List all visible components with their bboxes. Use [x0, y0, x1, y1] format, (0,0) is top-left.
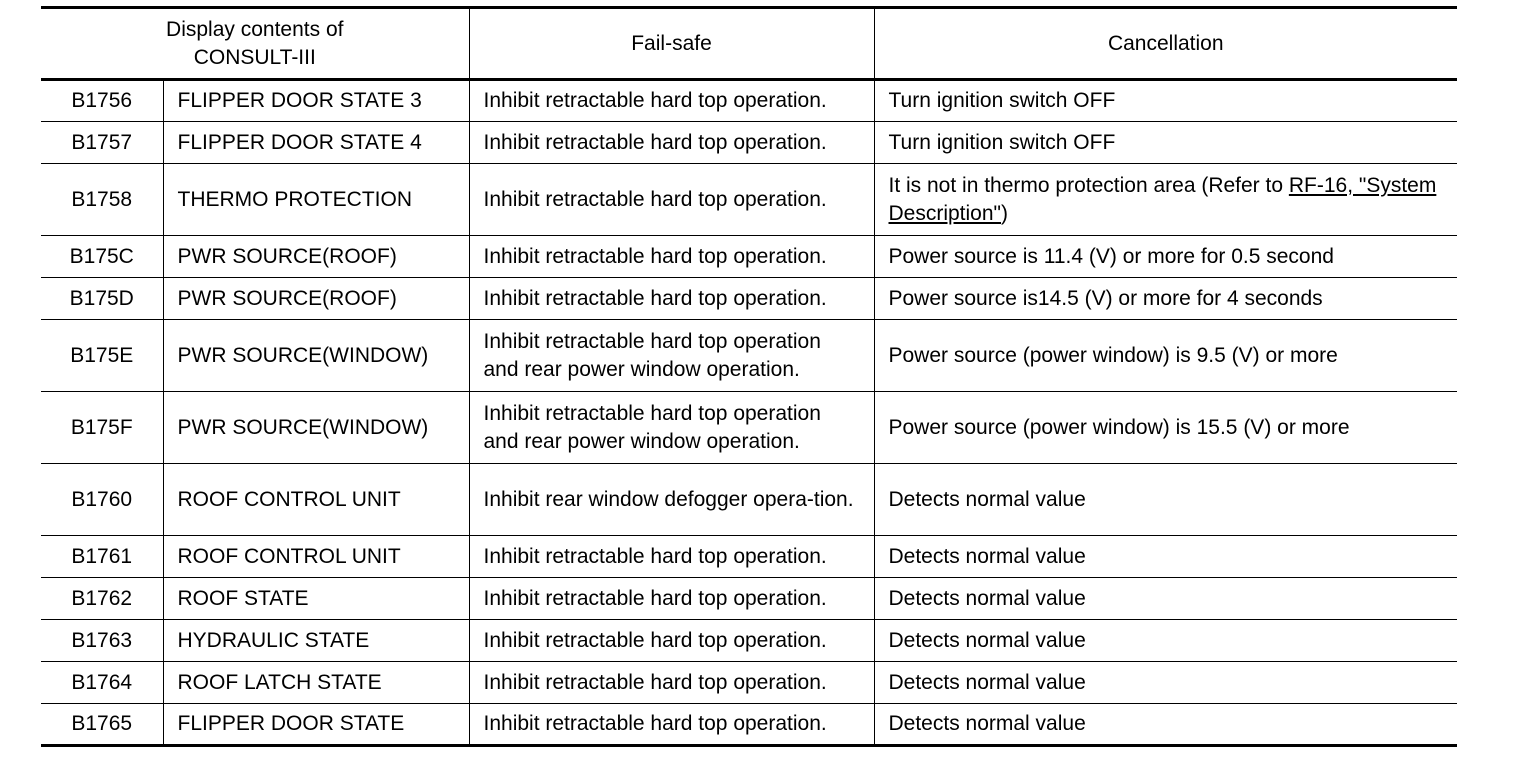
- table-row: [41, 164, 1457, 236]
- dtc-code: B1763: [41, 620, 163, 662]
- dtc-display-name: PWR SOURCE(WINDOW): [163, 320, 469, 392]
- dtc-display-name: FLIPPER DOOR STATE 4: [163, 122, 469, 164]
- table-row: [41, 620, 1457, 662]
- cancellation-text: Detects normal value: [874, 578, 1457, 620]
- fail-safe-text: Inhibit retractable hard top operation.: [469, 578, 874, 620]
- dtc-code: B1762: [41, 578, 163, 620]
- table-row: [41, 278, 1457, 320]
- table-row: [41, 122, 1457, 164]
- fail-safe-text: Inhibit retractable hard top operation.: [469, 662, 874, 704]
- cancellation-text: Detects normal value: [874, 536, 1457, 578]
- dtc-code: B1760: [41, 464, 163, 536]
- fail-safe-text: Inhibit retractable hard top operation.: [469, 122, 874, 164]
- table-row: [41, 662, 1457, 704]
- dtc-display-name: FLIPPER DOOR STATE: [163, 704, 469, 746]
- header-display-contents-line1: Display contents of: [166, 17, 344, 41]
- fail-safe-text: Inhibit retractable hard top operation and rear power window operation.: [469, 392, 874, 464]
- table-row: [41, 578, 1457, 620]
- cancellation-suffix: ): [1001, 201, 1008, 225]
- fail-safe-text: Inhibit retractable hard top operation.: [469, 536, 874, 578]
- table-row: [41, 704, 1457, 746]
- header-fail-safe: Fail-safe: [469, 8, 874, 80]
- cancellation-text: Power source (power window) is 15.5 (V) or more: [874, 392, 1457, 464]
- cancellation-text: Turn ignition switch OFF: [874, 122, 1457, 164]
- cancellation-text: [874, 164, 1457, 236]
- dtc-code: B175F: [41, 392, 163, 464]
- fail-safe-text: Inhibit retractable hard top operation.: [469, 80, 874, 122]
- dtc-code: B1764: [41, 662, 163, 704]
- dtc-code: B1756: [71, 89, 133, 112]
- fail-safe-text: Inhibit retractable hard top operation.: [469, 164, 874, 236]
- header-cancellation: Cancellation: [874, 8, 1457, 80]
- dtc-display-name: FLIPPER DOOR STATE 3: [163, 80, 469, 122]
- dtc-display-name: THERMO PROTECTION: [163, 164, 469, 236]
- cancellation-text: Detects normal value: [874, 662, 1457, 704]
- fail-safe-text: Inhibit retractable hard top operation and rear power window operation.: [469, 320, 874, 392]
- cancellation-text: Power source (power window) is 9.5 (V) or more: [874, 320, 1457, 392]
- dtc-code: B1761: [41, 536, 163, 578]
- cancellation-text: Power source is 11.4 (V) or more for 0.5 second: [874, 236, 1457, 278]
- fail-safe-text: Inhibit retractable hard top operation.: [469, 236, 874, 278]
- cancellation-prefix: It is not in thermo protection area (Refer to: [888, 173, 1289, 197]
- dtc-display-name: PWR SOURCE(ROOF): [163, 278, 469, 320]
- header-display-contents-line2: CONSULT-III: [193, 45, 316, 69]
- dtc-display-name: ROOF LATCH STATE: [163, 662, 469, 704]
- table-row: [41, 80, 1457, 122]
- dtc-code: B175E: [41, 320, 163, 392]
- fail-safe-text: Inhibit rear window defogger opera-tion.: [469, 464, 874, 536]
- table-header: [41, 8, 1457, 80]
- table-row: [41, 236, 1457, 278]
- dtc-display-name: ROOF CONTROL UNIT: [163, 464, 469, 536]
- reference-link[interactable]: RF-16, "System Description": [888, 173, 1437, 225]
- table-row: [41, 320, 1457, 392]
- dtc-display-name: HYDRAULIC STATE: [163, 620, 469, 662]
- cancellation-text: Detects normal value: [874, 620, 1457, 662]
- fail-safe-table: [41, 6, 1457, 747]
- dtc-code: B1758: [41, 164, 163, 236]
- fail-safe-text: Inhibit retractable hard top operation.: [469, 620, 874, 662]
- dtc-display-name: ROOF CONTROL UNIT: [163, 536, 469, 578]
- dtc-code: B1757: [41, 122, 163, 164]
- dtc-code: B175D: [41, 278, 163, 320]
- dtc-display-name: ROOF STATE: [163, 578, 469, 620]
- cancellation-text: Detects normal value: [874, 704, 1457, 746]
- table-row: [41, 392, 1457, 464]
- dtc-display-name: PWR SOURCE(ROOF): [163, 236, 469, 278]
- fail-safe-text: Inhibit retractable hard top operation.: [469, 278, 874, 320]
- cancellation-text: Detects normal value: [874, 464, 1457, 536]
- table-row: [41, 464, 1457, 536]
- table-body: [41, 80, 1457, 746]
- header-display-contents: [41, 8, 469, 80]
- dtc-code: B175C: [41, 236, 163, 278]
- fail-safe-text: Inhibit retractable hard top operation.: [469, 704, 874, 746]
- table-row: [41, 536, 1457, 578]
- document-page: [41, 6, 1457, 747]
- dtc-display-name: PWR SOURCE(WINDOW): [163, 392, 469, 464]
- dtc-code: B1765: [41, 704, 163, 746]
- cancellation-text: Power source is14.5 (V) or more for 4 seconds: [874, 278, 1457, 320]
- cancellation-text: Turn ignition switch OFF: [874, 80, 1457, 122]
